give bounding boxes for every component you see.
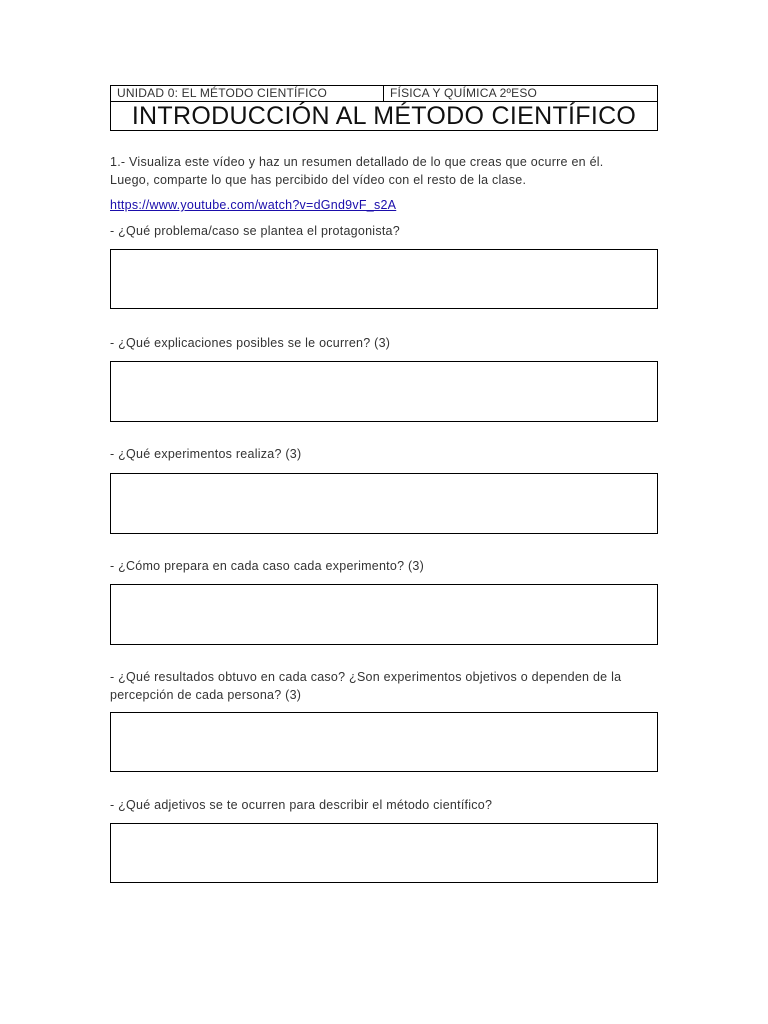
question-5	[110, 668, 660, 704]
question-2	[110, 334, 660, 352]
question-text: - ¿Qué explicaciones posibles se le ocurren? (3)	[110, 336, 391, 350]
answer-box-4[interactable]	[110, 584, 658, 645]
question-text: - ¿Cómo prepara en cada caso cada experimento? (3)	[110, 559, 425, 573]
instruction-line-2: Luego, comparte lo que has percibido del vídeo con el resto de la clase.	[110, 173, 527, 187]
question-text: - ¿Qué adjetivos se te ocurren para describir el método científico?	[110, 798, 493, 812]
answer-box-2[interactable]	[110, 361, 658, 422]
question-3	[110, 445, 660, 463]
page-title: INTRODUCCIÓN AL MÉTODO CIENTÍFICO	[131, 102, 637, 130]
question-1	[110, 222, 660, 240]
answer-box-6[interactable]	[110, 823, 658, 883]
answer-box-3[interactable]	[110, 473, 658, 534]
answer-box-1[interactable]	[110, 249, 658, 309]
unit-label: UNIDAD 0: EL MÉTODO CIENTÍFICO	[111, 86, 384, 101]
question-6	[110, 796, 660, 814]
header-table	[110, 85, 658, 131]
subject-label: FÍSICA Y QUÍMICA 2ºESO	[390, 86, 538, 100]
question-4	[110, 557, 660, 575]
exercise-instruction	[110, 153, 660, 189]
header-row	[111, 86, 657, 102]
video-link[interactable]: https://www.youtube.com/watch?v=dGnd9vF_s2A	[110, 198, 397, 212]
instruction-line-1: 1.- Visualiza este vídeo y haz un resumen detallado de lo que creas que ocurre en él.	[110, 155, 604, 169]
question-text-line-2: percepción de cada persona? (3)	[110, 688, 302, 702]
question-text: - ¿Qué experimentos realiza? (3)	[110, 447, 302, 461]
video-link-row	[110, 196, 660, 214]
question-text-line-1: - ¿Qué resultados obtuvo en cada caso? ¿Son experimentos objetivos o dependen de la	[110, 670, 622, 684]
answer-box-5[interactable]	[110, 712, 658, 772]
question-text: - ¿Qué problema/caso se plantea el protagonista?	[110, 224, 400, 238]
